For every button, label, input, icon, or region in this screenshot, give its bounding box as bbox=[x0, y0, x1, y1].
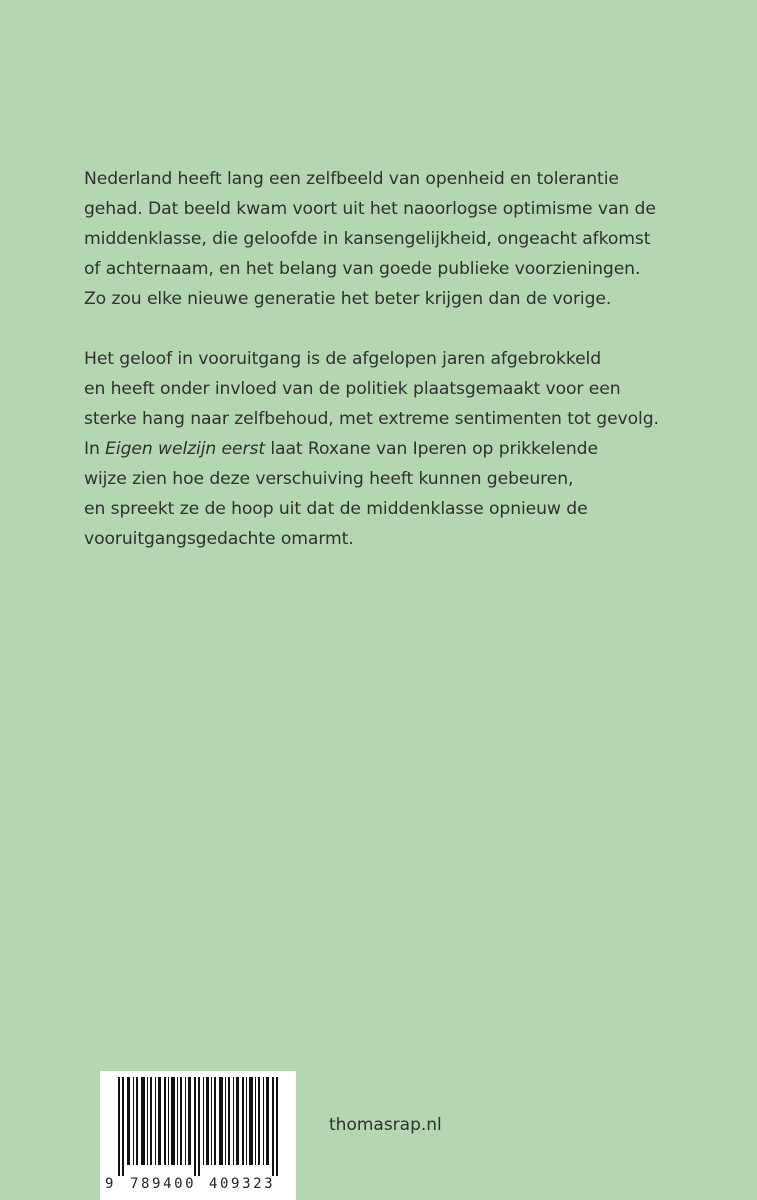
publisher-website: thomasrap.nl bbox=[329, 1115, 442, 1135]
blurb-line: en spreekt ze de hoop uit dat de middenklasse opnieuw de bbox=[84, 499, 588, 519]
line-prefix: In bbox=[84, 439, 106, 459]
blurb-line-with-title bbox=[84, 434, 704, 464]
barcode-bars bbox=[100, 1071, 296, 1177]
blurb-text bbox=[84, 164, 704, 554]
blurb-paragraph-1 bbox=[84, 164, 704, 314]
blurb-line: gehad. Dat beeld kwam voort uit het naoorlogse optimisme van de bbox=[84, 199, 656, 219]
blurb-line: Zo zou elke nieuwe generatie het beter krijgen dan de vorige. bbox=[84, 289, 612, 309]
blurb-line: Het geloof in vooruitgang is de afgelopen jaren afgebrokkeld bbox=[84, 349, 602, 369]
blurb-line: Nederland heeft lang een zelfbeeld van openheid en tolerantie bbox=[84, 169, 619, 189]
isbn-digits bbox=[100, 1174, 296, 1194]
blurb-line: en heeft onder invloed van de politiek plaatsgemaakt voor een bbox=[84, 379, 621, 399]
blurb-line: sterke hang naar zelfbehoud, met extreme sentimenten tot gevolg. bbox=[84, 409, 659, 429]
blurb-line: vooruitgangsgedachte omarmt. bbox=[84, 529, 354, 549]
blurb-paragraph-2 bbox=[84, 344, 704, 554]
blurb-line: middenklasse, die geloofde in kansengelijkheid, ongeacht afkomst bbox=[84, 229, 651, 249]
barcode bbox=[100, 1071, 296, 1200]
blurb-line: of achternaam, en het belang van goede publieke voorzieningen. bbox=[84, 259, 641, 279]
isbn-left-digits: 789400 bbox=[130, 1176, 197, 1192]
blurb-line: wijze zien hoe deze verschuiving heeft kunnen gebeuren, bbox=[84, 469, 574, 489]
isbn-first-digit: 9 bbox=[105, 1176, 114, 1192]
line-suffix: laat Roxane van Iperen op prikkelende bbox=[264, 439, 598, 459]
book-title: Eigen welzijn eerst bbox=[105, 439, 265, 459]
isbn-right-digits: 409323 bbox=[209, 1176, 276, 1192]
